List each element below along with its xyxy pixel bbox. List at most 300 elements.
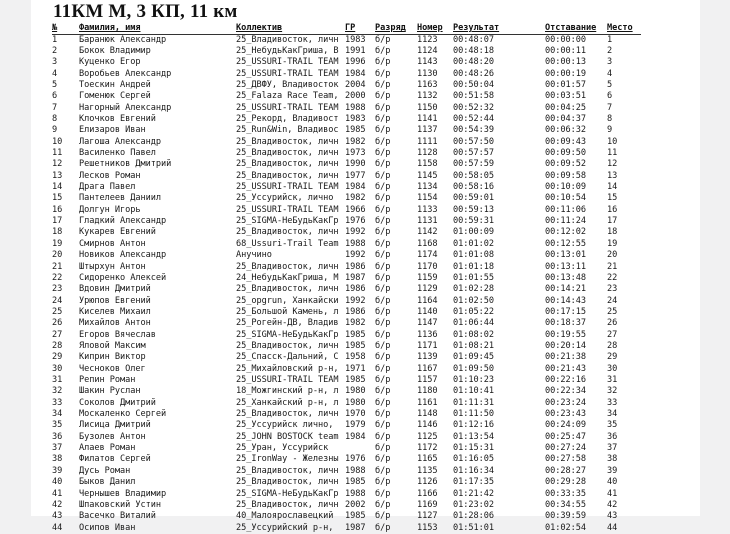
- cell-result: 00:57:59: [453, 159, 494, 170]
- cell-result: 01:11:31: [453, 397, 494, 408]
- table-row: [31, 443, 700, 454]
- cell-rank: б/р: [375, 318, 391, 329]
- cell-bib: 1136: [417, 329, 438, 340]
- cell-year: 1984: [345, 68, 366, 79]
- cell-name: Смирнов Антон: [79, 238, 146, 249]
- cell-rank: б/р: [375, 204, 391, 215]
- cell-bib: 1172: [417, 443, 438, 454]
- cell-result: 00:48:18: [453, 45, 494, 56]
- cell-bib: 1148: [417, 409, 438, 420]
- cell-place: 16: [607, 204, 618, 215]
- cell-gap: 00:22:16: [545, 375, 586, 385]
- cell-rank: б/р: [375, 34, 391, 45]
- table-row: [31, 148, 700, 159]
- cell-club: 25_Ханкайский р-н, л: [236, 397, 339, 408]
- cell-club: Анучино: [236, 250, 272, 261]
- cell-name: Егоров Вячеслав: [79, 329, 156, 340]
- cell-gap: 00:23:24: [545, 397, 586, 408]
- cell-num: 36: [52, 431, 63, 442]
- cell-club: 25_SIGMA-НеБудьКакГр: [236, 488, 339, 499]
- cell-num: 20: [52, 250, 63, 261]
- cell-result: 01:09:50: [453, 363, 494, 374]
- cell-result: 00:59:13: [453, 204, 494, 215]
- cell-club: 25_Владивосток, личн: [236, 170, 339, 181]
- cell-gap: 00:06:32: [545, 125, 586, 136]
- cell-gap: 00:13:01: [545, 250, 586, 261]
- cell-year: 1982: [345, 193, 366, 204]
- cell-num: 29: [52, 352, 63, 363]
- cell-result: 01:06:44: [453, 318, 494, 329]
- cell-year: 1990: [345, 159, 366, 170]
- cell-rank: б/р: [375, 397, 391, 408]
- table-row: [31, 35, 700, 46]
- cell-bib: 1147: [417, 318, 438, 329]
- cell-club: 25_Уссурийск, лично: [236, 193, 334, 204]
- cell-place: 4: [607, 68, 613, 79]
- cell-bib: 1157: [417, 375, 438, 385]
- cell-place: 42: [607, 499, 618, 510]
- table-row: [31, 500, 700, 511]
- cell-gap: 00:13:11: [545, 261, 586, 272]
- cell-bib: 1166: [417, 488, 438, 499]
- cell-name: Осипов Иван: [79, 522, 136, 533]
- cell-gap: 00:13:48: [545, 272, 586, 283]
- cell-num: 12: [52, 159, 63, 170]
- cell-place: 10: [607, 136, 618, 147]
- cell-name: Кукарев Евгений: [79, 227, 156, 238]
- cell-name: Москаленко Сергей: [79, 409, 167, 420]
- header-name: Фамилия, имя: [79, 23, 141, 33]
- cell-place: 35: [607, 420, 618, 431]
- header-gap: Отставание: [545, 23, 597, 33]
- cell-num: 3: [52, 57, 58, 68]
- cell-rank: б/р: [375, 306, 391, 317]
- cell-result: 01:01:02: [453, 238, 494, 249]
- cell-year: 1980: [345, 386, 366, 397]
- cell-num: 30: [52, 363, 63, 374]
- cell-rank: б/р: [375, 284, 391, 295]
- cell-rank: б/р: [375, 216, 391, 227]
- cell-gap: 00:10:09: [545, 182, 586, 193]
- cell-year: 1985: [345, 477, 366, 488]
- cell-gap: 00:03:51: [545, 91, 586, 102]
- cell-place: 12: [607, 159, 618, 170]
- cell-rank: б/р: [375, 148, 391, 158]
- table-row: [31, 227, 700, 238]
- cell-club: 25_SIGMA-НеБудьКакГр: [236, 216, 339, 227]
- cell-place: 29: [607, 352, 618, 363]
- cell-year: 1985: [345, 329, 366, 340]
- cell-gap: 00:04:25: [545, 102, 586, 113]
- cell-result: 01:02:50: [453, 295, 494, 306]
- header-year: ГР: [345, 23, 356, 33]
- cell-place: 28: [607, 340, 618, 351]
- cell-bib: 1174: [417, 250, 438, 261]
- table-row: [31, 114, 700, 125]
- cell-place: 6: [607, 91, 613, 102]
- cell-num: 32: [52, 386, 63, 397]
- cell-num: 25: [52, 306, 63, 317]
- cell-club: 25_USSURI-TRAIL TEAM: [236, 204, 339, 215]
- cell-num: 34: [52, 409, 63, 420]
- cell-num: 2: [52, 45, 58, 56]
- cell-rank: б/р: [375, 113, 391, 124]
- cell-num: 10: [52, 136, 63, 147]
- cell-bib: 1153: [417, 522, 438, 533]
- cell-bib: 1143: [417, 57, 438, 68]
- table-row: [31, 273, 700, 284]
- cell-place: 3: [607, 57, 613, 68]
- cell-gap: 00:09:52: [545, 159, 586, 170]
- cell-year: 1987: [345, 272, 366, 283]
- cell-name: Долгун Игорь: [79, 204, 141, 215]
- table-row: [31, 296, 700, 307]
- cell-gap: 00:27:58: [545, 454, 586, 465]
- cell-club: 25_Владивосток, личн: [236, 477, 339, 488]
- cell-name: Репин Роман: [79, 375, 136, 385]
- cell-club: 25_Владивосток, личн: [236, 136, 339, 147]
- cell-club: 25_USSURI-TRAIL TEAM: [236, 182, 339, 193]
- cell-bib: 1140: [417, 306, 438, 317]
- cell-rank: б/р: [375, 499, 391, 510]
- cell-place: 1: [607, 34, 613, 45]
- results-document: [31, 0, 700, 533]
- cell-gap: 01:02:54: [545, 522, 586, 533]
- cell-year: 1992: [345, 227, 366, 238]
- header-bib: Номер: [417, 23, 443, 33]
- table-row: [31, 420, 700, 431]
- header-rank: Разряд: [375, 23, 406, 33]
- cell-place: 11: [607, 148, 618, 158]
- cell-bib: 1124: [417, 45, 438, 56]
- cell-bib: 1125: [417, 431, 438, 442]
- cell-num: 41: [52, 488, 63, 499]
- cell-name: Лесков Роман: [79, 170, 141, 181]
- cell-gap: 00:00:11: [545, 45, 586, 56]
- cell-result: 00:52:44: [453, 113, 494, 124]
- cell-num: 35: [52, 420, 63, 431]
- cell-name: Куценко Егор: [79, 57, 141, 68]
- cell-name: Яловой Максим: [79, 340, 146, 351]
- cell-rank: б/р: [375, 454, 391, 465]
- cell-name: Чесноков Олег: [79, 363, 146, 374]
- cell-club: 25_Владивосток, личн: [236, 409, 339, 420]
- cell-bib: 1134: [417, 182, 438, 193]
- cell-club: 25_USSURI-TRAIL TEAM: [236, 375, 339, 385]
- cell-club: 25_Уссурийск лично,: [236, 420, 334, 431]
- cell-name: Драга Павел: [79, 182, 136, 193]
- cell-place: 27: [607, 329, 618, 340]
- cell-gap: 00:01:57: [545, 79, 586, 90]
- cell-name: Киселев Михаил: [79, 306, 151, 317]
- cell-rank: б/р: [375, 443, 391, 454]
- cell-year: 1992: [345, 295, 366, 306]
- cell-name: Елизаров Иван: [79, 125, 146, 136]
- cell-name: Васечко Виталий: [79, 511, 156, 522]
- cell-club: 25_Владивосток, личн: [236, 227, 339, 238]
- table-row: [31, 523, 700, 534]
- cell-name: Быков Данил: [79, 477, 136, 488]
- cell-bib: 1127: [417, 511, 438, 522]
- cell-name: Бузолев Антон: [79, 431, 146, 442]
- cell-club: 25_Рекорд, Владивост: [236, 113, 339, 124]
- cell-bib: 1139: [417, 352, 438, 363]
- cell-club: 25_Владивосток, личн: [236, 284, 339, 295]
- cell-rank: б/р: [375, 329, 391, 340]
- cell-year: 1976: [345, 454, 366, 465]
- cell-num: 5: [52, 79, 58, 90]
- cell-num: 21: [52, 261, 63, 272]
- header-club: Коллектив: [236, 23, 283, 33]
- cell-result: 00:57:50: [453, 136, 494, 147]
- cell-rank: б/р: [375, 136, 391, 147]
- table-row: [31, 330, 700, 341]
- cell-rank: б/р: [375, 420, 391, 431]
- cell-rank: б/р: [375, 68, 391, 79]
- cell-result: 01:28:06: [453, 511, 494, 522]
- cell-place: 19: [607, 238, 618, 249]
- cell-gap: 00:04:37: [545, 113, 586, 124]
- cell-rank: б/р: [375, 409, 391, 420]
- cell-result: 00:50:04: [453, 79, 494, 90]
- table-row: [31, 216, 700, 227]
- header-num: №: [52, 23, 58, 33]
- cell-gap: 00:09:58: [545, 170, 586, 181]
- cell-gap: 00:24:09: [545, 420, 586, 431]
- cell-rank: б/р: [375, 250, 391, 261]
- cell-result: 01:01:08: [453, 250, 494, 261]
- table-row: [31, 318, 700, 329]
- cell-rank: б/р: [375, 125, 391, 136]
- cell-bib: 1130: [417, 68, 438, 79]
- cell-name: Соколов Дмитрий: [79, 397, 156, 408]
- table-row: [31, 466, 700, 477]
- cell-name: Сидоренко Алексей: [79, 272, 167, 283]
- cell-result: 00:48:26: [453, 68, 494, 79]
- cell-rank: б/р: [375, 261, 391, 272]
- cell-bib: 1171: [417, 340, 438, 351]
- cell-gap: 00:14:43: [545, 295, 586, 306]
- cell-name: Чернышев Владимир: [79, 488, 167, 499]
- cell-result: 01:10:41: [453, 386, 494, 397]
- cell-club: 25_USSURI-TRAIL TEAM: [236, 102, 339, 113]
- table-row: [31, 80, 700, 91]
- cell-club: 25_Falaza Race Team,: [236, 91, 339, 102]
- cell-club: 25_Владивосток, личн: [236, 261, 339, 272]
- cell-bib: 1167: [417, 363, 438, 374]
- cell-name: Василенко Павел: [79, 148, 156, 158]
- cell-year: 2002: [345, 499, 366, 510]
- cell-num: 44: [52, 522, 63, 533]
- cell-place: 18: [607, 227, 618, 238]
- cell-bib: 1163: [417, 79, 438, 90]
- cell-result: 01:01:55: [453, 272, 494, 283]
- cell-club: 25_Владивосток, личн: [236, 340, 339, 351]
- cell-result: 00:57:57: [453, 148, 494, 158]
- cell-name: Пантелеев Даниил: [79, 193, 161, 204]
- table-row: [31, 352, 700, 363]
- cell-club: 25_Большой Камень, л: [236, 306, 339, 317]
- cell-gap: 00:17:15: [545, 306, 586, 317]
- cell-gap: 00:23:43: [545, 409, 586, 420]
- cell-club: 25_Владивосток, личн: [236, 34, 339, 45]
- cell-result: 01:09:45: [453, 352, 494, 363]
- cell-result: 00:58:05: [453, 170, 494, 181]
- cell-year: 1984: [345, 182, 366, 193]
- table-row: [31, 69, 700, 80]
- cell-bib: 1154: [417, 193, 438, 204]
- cell-gap: 00:25:47: [545, 431, 586, 442]
- cell-bib: 1169: [417, 499, 438, 510]
- cell-name: Урюпов Евгений: [79, 295, 151, 306]
- cell-bib: 1158: [417, 159, 438, 170]
- cell-name: Алаев Роман: [79, 443, 136, 454]
- cell-result: 01:08:02: [453, 329, 494, 340]
- cell-rank: б/р: [375, 102, 391, 113]
- cell-bib: 1141: [417, 113, 438, 124]
- cell-year: 1985: [345, 511, 366, 522]
- cell-year: 1983: [345, 113, 366, 124]
- table-row: [31, 159, 700, 170]
- cell-result: 01:15:31: [453, 443, 494, 454]
- cell-bib: 1131: [417, 216, 438, 227]
- cell-gap: 00:20:14: [545, 340, 586, 351]
- cell-place: 30: [607, 363, 618, 374]
- cell-year: 1986: [345, 306, 366, 317]
- cell-club: 25_Владивосток, личн: [236, 159, 339, 170]
- cell-num: 27: [52, 329, 63, 340]
- cell-place: 7: [607, 102, 613, 113]
- cell-name: Решетников Дмитрий: [79, 159, 172, 170]
- cell-year: 1983: [345, 34, 366, 45]
- cell-year: 1988: [345, 488, 366, 499]
- cell-result: 01:23:02: [453, 499, 494, 510]
- cell-bib: 1129: [417, 284, 438, 295]
- cell-gap: 00:00:19: [545, 68, 586, 79]
- cell-num: 1: [52, 34, 58, 45]
- table-row: [31, 57, 700, 68]
- cell-rank: б/р: [375, 386, 391, 397]
- cell-result: 00:51:58: [453, 91, 494, 102]
- cell-year: 2004: [345, 79, 366, 90]
- cell-num: 7: [52, 102, 58, 113]
- cell-name: Вдовин Дмитрий: [79, 284, 151, 295]
- cell-year: 1991: [345, 45, 366, 56]
- cell-num: 14: [52, 182, 63, 193]
- cell-name: Филатов Сергей: [79, 454, 151, 465]
- cell-rank: б/р: [375, 363, 391, 374]
- cell-num: 18: [52, 227, 63, 238]
- cell-name: Киприн Виктор: [79, 352, 146, 363]
- cell-rank: б/р: [375, 57, 391, 68]
- cell-bib: 1133: [417, 204, 438, 215]
- cell-gap: 00:29:28: [545, 477, 586, 488]
- cell-year: 1977: [345, 170, 366, 181]
- table-row: [31, 307, 700, 318]
- cell-bib: 1123: [417, 34, 438, 45]
- cell-name: Нагорный Александр: [79, 102, 172, 113]
- cell-rank: б/р: [375, 465, 391, 476]
- cell-num: 28: [52, 340, 63, 351]
- cell-place: 36: [607, 431, 618, 442]
- cell-num: 31: [52, 375, 63, 385]
- cell-num: 11: [52, 148, 63, 158]
- cell-result: 01:12:16: [453, 420, 494, 431]
- cell-gap: 00:09:43: [545, 136, 586, 147]
- cell-gap: 00:18:37: [545, 318, 586, 329]
- cell-gap: 00:10:54: [545, 193, 586, 204]
- table-row: [31, 341, 700, 352]
- table-row: [31, 454, 700, 465]
- cell-year: 1958: [345, 352, 366, 363]
- cell-year: 1982: [345, 136, 366, 147]
- table-row: [31, 250, 700, 261]
- cell-club: 25_НебудьКакГриша, В: [236, 45, 339, 56]
- cell-rank: б/р: [375, 295, 391, 306]
- cell-place: 32: [607, 386, 618, 397]
- cell-num: 8: [52, 113, 58, 124]
- cell-rank: б/р: [375, 45, 391, 56]
- cell-place: 40: [607, 477, 618, 488]
- cell-year: 1985: [345, 340, 366, 351]
- cell-name: Новиков Александр: [79, 250, 167, 261]
- cell-place: 21: [607, 261, 618, 272]
- table-row: [31, 375, 700, 386]
- cell-gap: 00:21:38: [545, 352, 586, 363]
- cell-year: 2000: [345, 91, 366, 102]
- cell-place: 24: [607, 295, 618, 306]
- cell-bib: 1164: [417, 295, 438, 306]
- cell-num: 9: [52, 125, 58, 136]
- table-row: [31, 239, 700, 250]
- cell-year: 1984: [345, 431, 366, 442]
- cell-year: 1986: [345, 284, 366, 295]
- cell-rank: б/р: [375, 193, 391, 204]
- cell-club: 25_Владивосток, личн: [236, 465, 339, 476]
- cell-year: 1996: [345, 57, 366, 68]
- table-row: [31, 182, 700, 193]
- cell-gap: 00:09:50: [545, 148, 586, 158]
- cell-num: 17: [52, 216, 63, 227]
- cell-name: Воробьев Александр: [79, 68, 172, 79]
- cell-year: 1971: [345, 363, 366, 374]
- cell-gap: 00:39:59: [545, 511, 586, 522]
- table-row: [31, 193, 700, 204]
- cell-name: Шпаковский Устин: [79, 499, 161, 510]
- header-result: Результат: [453, 23, 500, 33]
- cell-name: Тоескин Андрей: [79, 79, 151, 90]
- cell-club: 25_Рогейн-ДВ, Владив: [236, 318, 339, 329]
- table-row: [31, 284, 700, 295]
- table-row: [31, 477, 700, 488]
- cell-rank: б/р: [375, 159, 391, 170]
- cell-result: 01:13:54: [453, 431, 494, 442]
- cell-year: 1988: [345, 102, 366, 113]
- cell-club: 25_Run&Win, Владивос: [236, 125, 339, 136]
- cell-club: 25_JOHN BOSTOCK team: [236, 431, 339, 442]
- table-header: [31, 23, 700, 33]
- cell-club: 25_Владивосток, личн: [236, 499, 339, 510]
- cell-place: 33: [607, 397, 618, 408]
- header-place: Место: [607, 23, 633, 33]
- cell-club: 24_НебудьКакГриша, М: [236, 272, 339, 283]
- cell-place: 5: [607, 79, 613, 90]
- cell-club: 25_ДВФУ, Владивосток: [236, 79, 339, 90]
- cell-name: Лагоша Александр: [79, 136, 161, 147]
- cell-club: 25_USSURI-TRAIL TEAM: [236, 57, 339, 68]
- cell-result: 00:59:01: [453, 193, 494, 204]
- table-row: [31, 103, 700, 114]
